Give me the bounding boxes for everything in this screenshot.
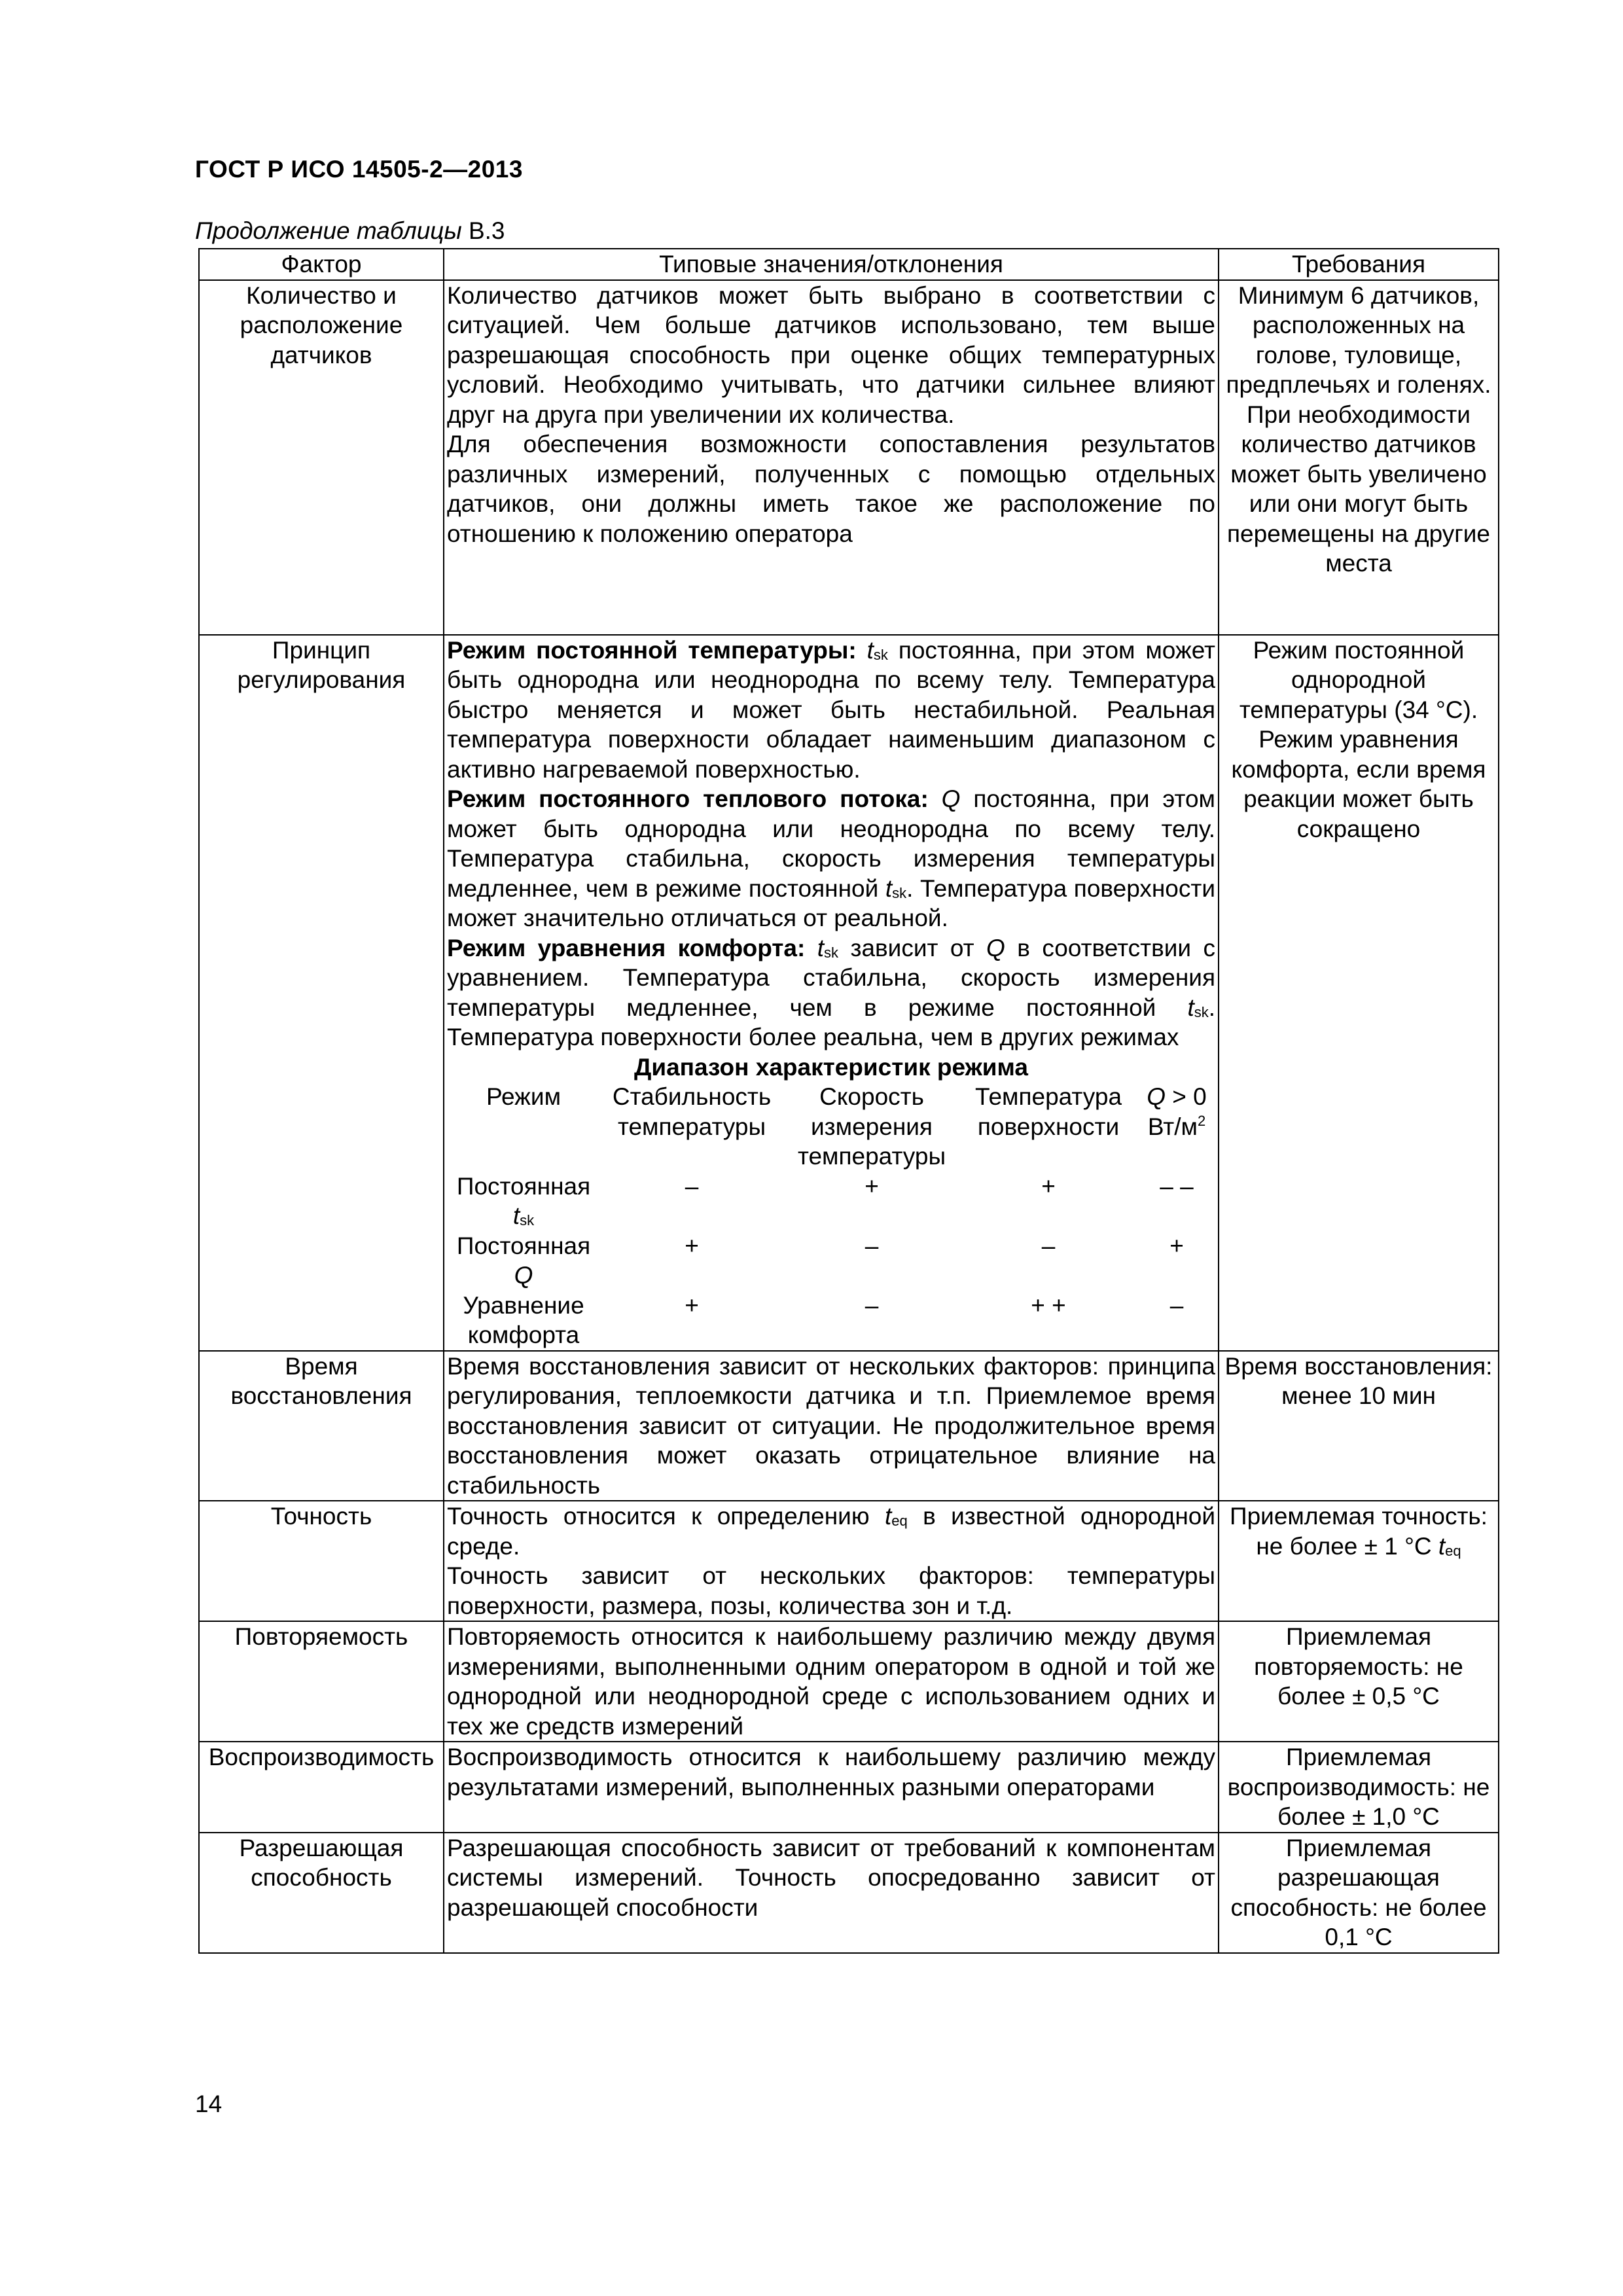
- text-line: Для обеспечения возможности сопоставления результатов: [447, 431, 1215, 457]
- table-caption: [195, 217, 505, 245]
- page-number: 14: [195, 2090, 223, 2117]
- mode-label: [447, 1231, 600, 1291]
- requirements-cell: [1219, 1501, 1499, 1621]
- mode-title: Режим постоянного теплового потока:: [447, 785, 929, 812]
- factor-cell: Повторяемость: [199, 1621, 444, 1742]
- var: Q: [514, 1262, 533, 1289]
- table-header-row: [199, 249, 1499, 280]
- var: t: [1438, 1532, 1446, 1560]
- mode-label: [447, 1172, 600, 1231]
- values-cell: [444, 635, 1219, 1351]
- mode-text: в соответствии с уравнением. Температура стабильна, скорость измерения температуры медленнее, чем в режиме постоянной: [447, 934, 1216, 1021]
- values-cell: Повторяемость относится к наибольшему различию между двумя измерениями, выполненными одним оператором в одной и той же однородной или неоднородной среде с использованием одних и тех же средств измерений: [444, 1621, 1219, 1742]
- mode-text: . Температура поверхности более реальна, чем в других режимах: [447, 994, 1215, 1050]
- values-cell: [444, 1501, 1219, 1621]
- var: t: [866, 636, 874, 664]
- var: t: [1187, 994, 1194, 1021]
- requirements-cell: Время восстановления: менее 10 мин: [1219, 1351, 1499, 1501]
- req-text: Приемлемая точность:: [1230, 1503, 1488, 1530]
- var-subscript: sk: [824, 944, 839, 961]
- mode-label-text: Постоянная: [456, 1172, 591, 1200]
- mode-value: +: [1041, 1172, 1056, 1200]
- text-paragraph: Точность зависит от нескольких факторов: температуры поверхности, размера, позы, количества зон и т.д.: [447, 1562, 1215, 1619]
- mode-col-header: Скорость измерения температуры: [797, 1083, 946, 1170]
- mode-title: Режим уравнения комфорта:: [447, 934, 806, 961]
- var: t: [885, 874, 893, 902]
- text-line: разрешающая способность при оценке общих температурных: [447, 341, 1215, 368]
- mode-value: –: [1041, 1232, 1056, 1259]
- table-row: [199, 1742, 1499, 1833]
- mode-value: +: [1169, 1232, 1184, 1259]
- mode-range-row: [447, 1172, 1217, 1231]
- mode-text: постоянна, при этом может быть однородна или неоднородна по всему телу. Температура быстро меняется и может быть нестабильной. Реальная температура поверхности обладает наименьшим диапазоном с активно нагреваемой поверхностью.: [447, 636, 1216, 783]
- document-header: ГОСТ Р ИСО 14505-2—2013: [195, 156, 523, 183]
- var-subscript: eq: [1445, 1542, 1461, 1559]
- text-line: Количество датчиков может быть выбрано в соответствии с: [447, 281, 1215, 309]
- table-row: [199, 635, 1499, 1351]
- mode-col-header: Температура поверхности: [974, 1083, 1122, 1140]
- var-subscript: sk: [520, 1212, 535, 1229]
- table-row: [199, 1833, 1499, 1953]
- requirements-cell: Приемлемая повторяемость: не более ± 0,5 °С: [1219, 1621, 1499, 1742]
- mode-value: + +: [1031, 1291, 1066, 1319]
- var: Q: [1147, 1083, 1166, 1110]
- factor-cell: Воспроизводимость: [199, 1742, 444, 1833]
- mode-range-header: [447, 1082, 1217, 1172]
- values-cell: Разрешающая способность зависит от требований к компонентам системы измерений. Точность опосредованно зависит от разрешающей способности: [444, 1833, 1219, 1953]
- mode-text: зависит от: [838, 934, 987, 961]
- mode-label: Уравнение комфорта: [463, 1291, 584, 1348]
- var: Q: [986, 934, 1005, 961]
- mode-paragraph: [447, 784, 1215, 933]
- var-subscript: eq: [891, 1513, 908, 1529]
- mode-value: +: [685, 1232, 699, 1259]
- mode-range-table: [447, 1082, 1217, 1350]
- text: в известной однородной среде.: [447, 1503, 1216, 1560]
- mode-range-row: [447, 1291, 1217, 1350]
- mode-label-text: Постоянная: [456, 1232, 591, 1259]
- text-line: условий. Необходимо учитывать, что датчики сильнее влияют: [447, 371, 1215, 398]
- header-values: Типовые значения/отклонения: [444, 249, 1219, 280]
- text-paragraph: [447, 1501, 1215, 1561]
- requirements-cell: Режим постоянной однородной температуры (34 °С). Режим уравнения комфорта, если время реакции может быть сокращено: [1219, 635, 1499, 1351]
- table-row: [199, 280, 1499, 635]
- factor-cell: Время восстановления: [199, 1351, 444, 1501]
- mode-value: –: [865, 1291, 879, 1319]
- mode-title: Режим постоянной температуры:: [447, 636, 857, 664]
- mode-value: – –: [1160, 1172, 1194, 1200]
- mode-value: –: [1169, 1291, 1184, 1319]
- var: t: [884, 1503, 892, 1530]
- requirements-cell: Приемлемая воспроизводимость: не более ± 1,0 °С: [1219, 1742, 1499, 1833]
- header-requirements: Требования: [1219, 249, 1499, 280]
- req-text: [1222, 1532, 1495, 1562]
- table-row: [199, 1621, 1499, 1742]
- caption-label: Продолжение таблицы: [195, 217, 462, 244]
- mode-text: . Температура поверхности может значительно отличаться от реальной.: [447, 874, 1215, 931]
- mode-col-header: Режим: [486, 1083, 562, 1110]
- factor-cell: Количество и расположение датчиков: [199, 280, 444, 635]
- table-row: [199, 1351, 1499, 1501]
- text: не более ± 1 °С: [1256, 1532, 1438, 1560]
- values-cell: Воспроизводимость относится к наибольшему различию между результатами измерений, выполненных разными операторами: [444, 1742, 1219, 1833]
- requirements-cell: Минимум 6 датчиков, расположенных на голове, туловище, предплечьях и голенях. При необходимости количество датчиков может быть увеличено или они могут быть перемещены на другие места: [1219, 280, 1499, 635]
- values-cell: [444, 280, 1219, 635]
- mode-range-title: Диапазон характеристик режима: [633, 1053, 1029, 1081]
- mode-value: +: [865, 1172, 879, 1200]
- var-subscript: sk: [892, 884, 907, 901]
- text-line: отношению к положению оператора: [447, 520, 853, 547]
- mode-col-header: Стабильность температуры: [612, 1083, 772, 1140]
- requirements-cell: Приемлемая разрешающая способность: не более 0,1 °С: [1219, 1833, 1499, 1953]
- mode-paragraph: [447, 933, 1215, 1052]
- var-subscript: sk: [873, 646, 888, 663]
- unit-superscript: 2: [1197, 1112, 1206, 1129]
- caption-number: В.3: [461, 217, 505, 244]
- var: t: [512, 1202, 520, 1229]
- text-line: датчиков, они должны иметь такое же расположение по: [447, 490, 1215, 517]
- values-cell: Время восстановления зависит от нескольких факторов: принципа регулирования, теплоемкости датчика и т.п. Приемлемое время восстановления зависит от ситуации. Не продолжительное время восстановления может оказать отрицательное влияние на стабильность: [444, 1351, 1219, 1501]
- var: Q: [941, 785, 961, 812]
- factor-cell: Точность: [199, 1501, 444, 1621]
- var: t: [817, 934, 825, 961]
- mode-col-header: [1137, 1082, 1217, 1172]
- factor-cell: Разрешающая способность: [199, 1833, 444, 1953]
- mode-paragraph: [447, 636, 1215, 785]
- text-line: друг на друга при увеличении их количества.: [447, 401, 955, 428]
- text-line: ситуацией. Чем больше датчиков использовано, тем выше: [447, 312, 1215, 338]
- text-line: различных измерений, полученных с помощью отдельных: [447, 460, 1215, 488]
- requirements-table: [198, 248, 1499, 1954]
- unit-text: > 0 Вт/м: [1147, 1083, 1207, 1140]
- table-row: [199, 1501, 1499, 1621]
- mode-range-row: [447, 1231, 1217, 1291]
- mode-value: +: [685, 1291, 699, 1319]
- mode-value: –: [685, 1172, 699, 1200]
- var-subscript: sk: [1194, 1003, 1209, 1020]
- header-factor: Фактор: [199, 249, 444, 280]
- mode-text: постоянна, при этом может быть однородна или неоднородна по всему телу. Температура стабильна, скорость измерения температуры медленнее, чем в режиме постоянной: [447, 785, 1215, 902]
- text: Точность относится к определению: [447, 1503, 885, 1530]
- mode-value: –: [865, 1232, 879, 1259]
- factor-cell: Принцип регулирования: [199, 635, 444, 1351]
